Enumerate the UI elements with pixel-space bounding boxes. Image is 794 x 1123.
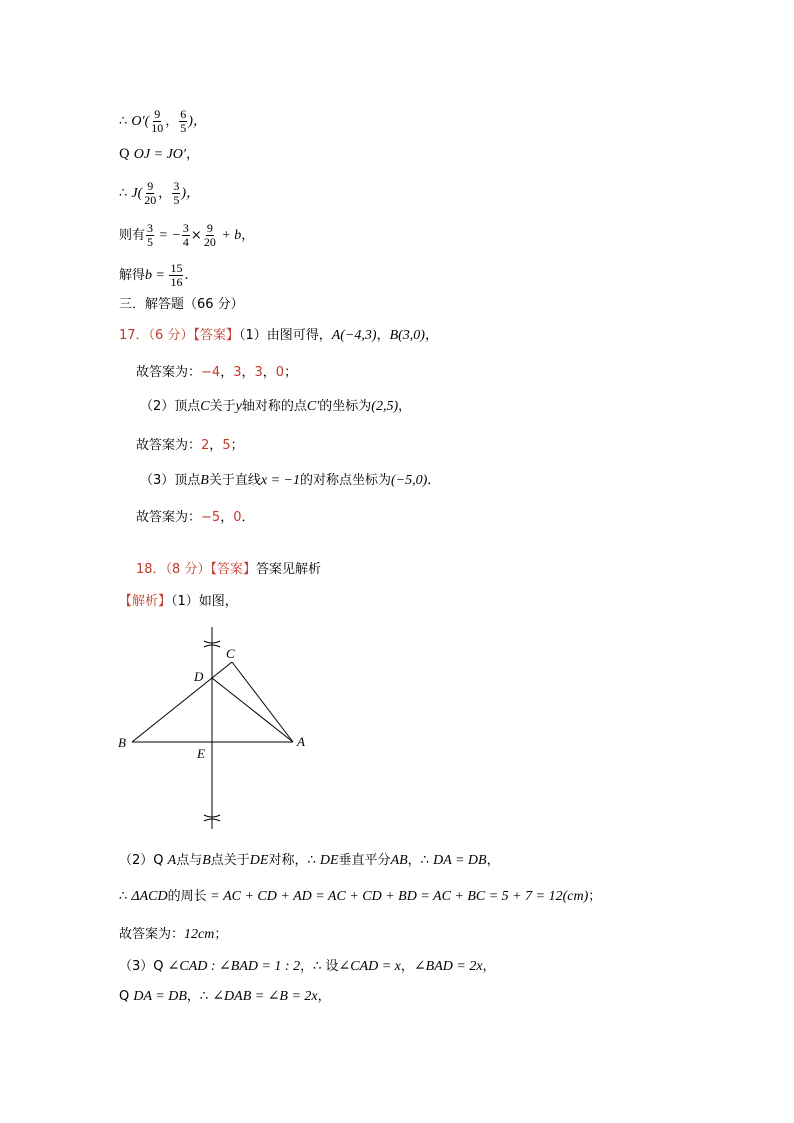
angle-line: Q DA = DB，∴ ∠DAB = ∠B = 2x， [119, 989, 331, 1004]
therefore-symbol: ∴ [119, 114, 132, 129]
line-2: Q OJ = JO′， [119, 147, 199, 162]
answer-line-3: 故答案为：−5，0． [136, 510, 255, 525]
triangle-figure [110, 615, 320, 835]
section-heading: 三．解答题（66 分） [119, 297, 244, 312]
line-3: ∴ J( $\frac{9}{20}$ ， $\frac{3}{5}$ )， [119, 179, 200, 207]
point-j: J( [131, 186, 143, 201]
label-d: D [194, 669, 204, 684]
question-17-answer: 17．（6 分）【答案】（1）由图可得，A(−4,3)，B(3,0)， [119, 328, 438, 343]
question-18-answer: 18．（8 分）【答案】答案见解析 [136, 562, 321, 577]
segment-da [212, 678, 293, 742]
part-2-solution: （2）Q A点与B点关于DE对称，∴ DE垂直平分AB，∴ DA = DB， [119, 853, 500, 868]
fraction: $\frac{9}{20}$ [144, 179, 157, 207]
answer-line-1: 故答案为：−4，3，3，0； [136, 365, 298, 380]
segment-bc [132, 662, 232, 742]
label-b: B [118, 735, 126, 750]
line-4: 则有 $\frac{3}{5}$ = − $\frac{3}{4}$ × $\frac{9}{20}$ + b， [119, 221, 255, 249]
perimeter-line: ∴ ΔACD的周长 = AC + CD + AD = AC + CD + BD = AC + BC = 5 + 7 = 12(cm)； [119, 889, 602, 904]
part-2-line: （2）顶点C关于y轴对称的点C′的坐标为(2,5)， [140, 399, 412, 414]
analysis-heading: 【解析】（1）如图， [119, 594, 238, 609]
segment-ca [232, 662, 293, 742]
fraction: $\frac{9}{10}$ [151, 107, 164, 135]
fraction: $\frac{3}{5}$ [173, 179, 180, 207]
answer-line-2: 故答案为：2，5； [136, 438, 244, 453]
label-a: A [297, 734, 305, 749]
line-1: ∴ O′( $\frac{9}{10}$ ， $\frac{6}{5}$ )， [119, 107, 207, 135]
answer-line-4: 故答案为：12cm； [119, 927, 228, 942]
point-o-prime: O′( [131, 114, 150, 129]
label-c: C [226, 646, 235, 661]
part-3-solution: （3）Q ∠CAD : ∠BAD = 1 : 2，∴ 设∠CAD = x，∠BAD = 2x， [119, 959, 496, 974]
fraction: $\frac{6}{5}$ [180, 107, 187, 135]
part-3-line: （3）顶点B关于直线x = −1的对称点坐标为(−5,0)． [140, 473, 441, 488]
line-5: 解得b = $\frac{15}{16}$ . [119, 261, 189, 289]
because-symbol: Q [119, 147, 134, 162]
label-e: E [197, 746, 205, 761]
